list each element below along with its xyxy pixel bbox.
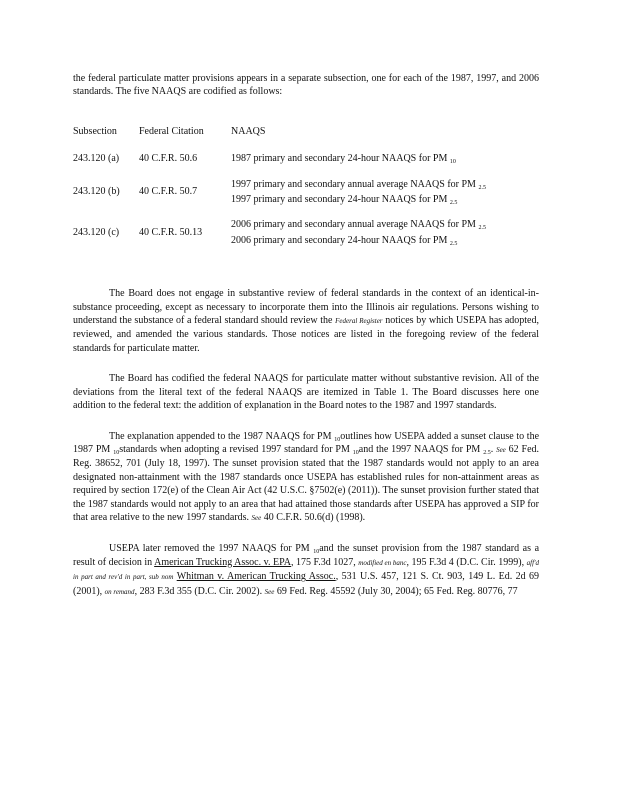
intro-paragraph: the federal particulate matter provisions appears in a separate subsection, one for each of the 1987, 1997, and 2006 standards. The five NAAQS are codified as follows: — [73, 73, 539, 98]
document-page — [73, 72, 539, 616]
table-row — [73, 218, 513, 259]
paragraph-usepa-removed: USEPA later removed the 1997 NAAQS for PM $_{10}$and the sunset provision from the 1987 standard as a result of decision in American Trucking Assoc. v. EPA, 175 F.3d 1027, modified en banc, 195 F.3d 4 (D.C. Cir. 1999), aff'd in part and rev'd in part, sub nom Whitman v. American Trucking Assoc., 531 U.S. 457, 121 S. Ct. 903, 149 L. Ed. 2d 69 (2001), on remand, 283 F.3d 355 (D.C. Cir. 2002). See 69 Fed. Reg. 45592 (July 30, 2004); 65 Fed. Reg. 80776, 77 — [73, 543, 540, 597]
cell-citation: 40 C.F.R. 50.6 — [139, 153, 198, 165]
naaqs-entry: 2006 primary and secondary 24-hour NAAQS for PM $_{2.5}$ — [231, 234, 458, 247]
naaqs-table — [73, 125, 513, 259]
header-federal-citation: Federal Citation — [139, 125, 204, 137]
naaqs-entry: 1987 primary and secondary 24-hour NAAQS for PM $_{10}$ — [231, 153, 456, 166]
naaqs-entry: 2006 primary and secondary annual average NAAQS for PM $_{2.5}$ — [231, 219, 486, 232]
header-naaqs: NAAQS — [231, 125, 266, 137]
naaqs-entry: 1997 primary and secondary annual average NAAQS for PM $_{2.5}$ — [231, 178, 486, 191]
cell-citation: 40 C.F.R. 50.13 — [139, 227, 203, 239]
header-subsection: Subsection — [73, 125, 117, 137]
cell-subsection: 243.120 (c) — [73, 227, 120, 239]
cell-subsection: 243.120 (b) — [73, 186, 120, 198]
naaqs-entry: 1997 primary and secondary 24-hour NAAQS for PM $_{2.5}$ — [231, 194, 458, 207]
paragraph-board-review: The Board does not engage in substantive review of federal standards in the context of an identical-in-substance proceeding, except as necessary to incorporate them into the Illinois air regulations. Persons wishing to understand the substance of a federal standard should review the Federal Register notices by which USEPA has adopted, reviewed, and amended the various standards. Those notices are listed in the foregoing review of the federal standards for particulate matter. — [73, 288, 539, 354]
table-row — [73, 152, 513, 177]
paragraph-explanation: The explanation appended to the 1987 NAAQS for PM $_{10}$outlines how USEPA added a sunset clause to the 1987 PM $_{10}$standards when adopting a revised 1997 standard for PM $_{10}$and the 1997 NAAQS for PM $_{2.5}$. See 62 Fed. Reg. 38652, 701 (July 18, 1997). The sunset provision stated that the 1987 standards would not apply to an area designated non-attainment with the 1987 standards once USEPA has established rules for non-attainment areas as required by section 172(e) of the Clean Air Act (42 U.S.C. §7502(e) (2011)). The sunset provision further stated that the 1987 standards would not apply to an area that had attained those standards after USEPA has approved a SIP for that area relative to the new 1997 standards. See 40 C.F.R. 50.6(d) (1998). — [73, 430, 540, 523]
case-citation: Whitman v. American Trucking Assoc. — [176, 571, 336, 583]
paragraph-board-codified: The Board has codified the federal NAAQS for particulate matter without substantive revision. All of the deviations from the literal text of the federal NAAQS are itemized in Table 1. The Board discusses here one addition to the federal text: the addition of explanation in the Board notes to the 1987 and 1997 standards. — [73, 373, 539, 412]
cell-naaqs — [231, 178, 513, 219]
table-row — [73, 178, 513, 219]
cell-naaqs — [231, 152, 513, 177]
cell-naaqs — [231, 218, 513, 259]
case-citation: American Trucking Assoc. v. EPA — [154, 556, 291, 568]
federal-register-italic: Federal Register — [335, 317, 383, 326]
cell-subsection: 243.120 (a) — [73, 153, 120, 165]
cell-citation: 40 C.F.R. 50.7 — [139, 186, 198, 198]
table-header-row — [73, 125, 513, 152]
